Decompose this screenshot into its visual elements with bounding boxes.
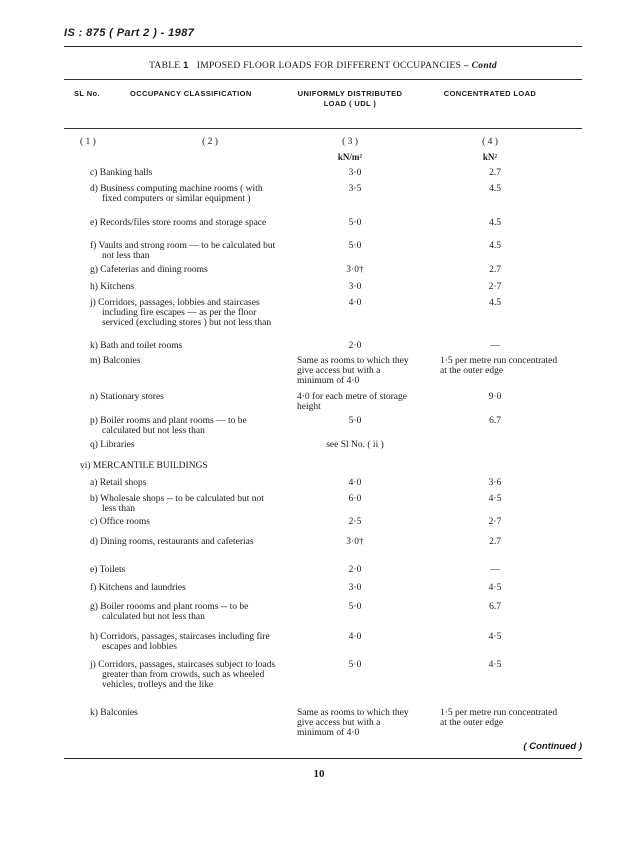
row-conc: 2.7 [489,537,501,547]
row-udl: 2·0 [348,565,362,575]
unit-concentrated: kN² [482,152,498,162]
row-item: c) Banking halls [90,168,153,178]
row-item: j) Corridors, passages, lobbies and staircases including fire escapes — as per the floor serviced (excluding stores ) but not less than [90,298,272,328]
row-item: j) Corridors, passages, staircases subject to loads greater than from crowds, such as wheeled vehicles, trolleys and the like [90,660,276,690]
row-item: k) Balconies [90,708,138,718]
row-udl: 3·5 [348,184,362,194]
unit-udl: kN/m² [337,152,363,162]
row-udl: 5·0 [348,416,362,426]
row-udl: 4·0 [348,632,362,642]
row-item: h) Kitchens [90,282,135,292]
row-conc: 9·0 [488,392,502,402]
row-conc: 4.5 [489,298,501,308]
row-item: m) Balconies [90,356,141,366]
row-conc: 1·5 per metre run concentrated at the outer edge [440,356,558,376]
row-udl: 4·0 [348,478,362,488]
row-udl: 3·0 [348,583,362,593]
row-conc: — [490,565,500,575]
col-header-sl: SL No. [74,89,101,98]
bottom-rule [64,758,582,759]
row-conc: 6.7 [489,416,501,426]
row-item: k) Bath and toilet rooms [90,341,183,351]
row-udl: 2·5 [348,517,362,527]
row-udl: 2·0 [348,341,362,351]
row-udl: Same as rooms to which they give access but with a minimum of 4·0 [297,356,409,386]
row-udl: 3·0† [346,537,364,547]
row-conc: 4.5 [489,241,501,251]
row-item: b) Wholesale shops -- to be calculated but not less than [90,494,264,514]
row-conc: 4.5 [489,184,501,194]
row-item: a) Retail shops [90,478,147,488]
row-udl: 3·0† [346,265,364,275]
row-item: vi) MERCANTILE BUILDINGS [80,461,208,471]
row-udl: 3·0 [348,282,362,292]
row-conc: — [490,341,500,351]
col-header-occupancy: OCCUPANCY CLASSIFICATION [130,89,252,98]
row-conc: 2·7 [488,282,502,292]
page-number: 10 [313,768,325,780]
row-item: f) Kitchens and laundries [90,583,186,593]
row-item: p) Boiler rooms and plant rooms — to be calculated but not less than [90,416,247,436]
row-item: g) Boiler roooms and plant rooms -- to be calculated but not less than [90,602,249,622]
row-item: f) Vaults and strong room — to be calculated but not less than [90,241,276,261]
row-conc: 2.7 [489,168,501,178]
row-item: n) Stationary stores [90,392,164,402]
col-number-3: ( 3 ) [342,137,358,147]
row-conc: 4·5 [488,494,502,504]
col-header-concentrated: CONCENTRATED LOAD [443,89,537,98]
row-udl: 6·0 [348,494,362,504]
col-number-2: ( 2 ) [202,137,218,147]
caption-prefix: TABLE [149,61,181,71]
header-bottom-rule [64,128,582,129]
row-item: e) Toilets [90,565,126,575]
row-conc: 2.7 [489,265,501,275]
row-udl: 3·0 [348,168,362,178]
standard-header: IS : 875 ( Part 2 ) - 1987 [64,27,195,39]
col-number-4: ( 4 ) [482,137,498,147]
caption-contd: – Contd [463,61,497,71]
row-conc: 4·5 [488,660,502,670]
caption-number: 1 [183,60,189,71]
row-item: h) Corridors, passages, staircases including fire escapes and lobbies [90,632,270,652]
row-conc: 4·5 [488,583,502,593]
row-udl: 4·0 for each metre of storage height [297,392,407,412]
row-item: g) Cafeterias and dining rooms [90,265,208,275]
table-top-rule [64,79,582,80]
row-udl: 5·0 [348,218,362,228]
top-rule [64,46,582,47]
row-udl: 5·0 [348,241,362,251]
row-udl: 5·0 [348,602,362,612]
row-item: d) Business computing machine rooms ( with fixed computers or similar equipment ) [90,184,263,204]
row-conc: 1·5 per metre run concentrated at the outer edge [440,708,558,728]
row-conc: 3·6 [488,478,502,488]
row-conc: 4·5 [488,632,502,642]
caption-title: IMPOSED FLOOR LOADS FOR DIFFERENT OCCUPANCIES [196,61,462,71]
row-item: d) Dining rooms, restaurants and cafeterias [90,537,254,547]
row-udl: 4·0 [348,298,362,308]
row-udl: Same as rooms to which they give access but with a minimum of 4·0 [297,708,409,738]
table-caption [64,60,582,71]
row-conc: 2·7 [488,517,502,527]
row-udl: see Sl No. ( ii ) [326,440,384,450]
row-udl: 5·0 [348,660,362,670]
row-conc: 4.5 [489,218,501,228]
row-item: q) Libraries [90,440,135,450]
row-item: e) Records/files store rooms and storage space [90,218,267,228]
col-number-1: ( 1 ) [80,137,96,147]
col-header-udl: UNIFORMLY DISTRIBUTED LOAD ( UDL ) [297,89,403,108]
row-item: c) Office rooms [90,517,150,527]
continued-note: ( Continued ) [523,741,582,752]
row-conc: 6.7 [489,602,501,612]
